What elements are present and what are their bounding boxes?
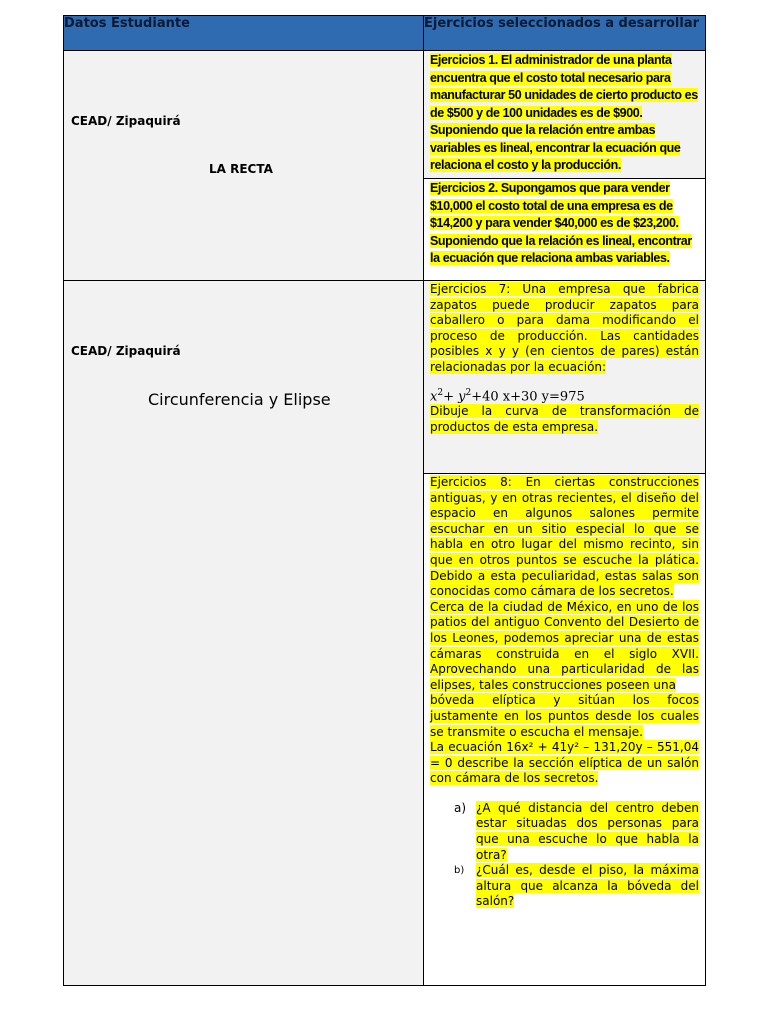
- question-text: ¿Cuál es, desde el piso, la máxima altura que alcanza la bóveda del salón?: [476, 863, 699, 909]
- exercise-7-equation: $x^2+ y^2+40$ x+30 y=975: [430, 387, 585, 404]
- topic-title: LA RECTA: [209, 162, 273, 176]
- list-item: [454, 801, 699, 863]
- exercise-cell-7: [424, 281, 706, 474]
- exercise-cell-1: [424, 51, 706, 179]
- exercise-cell-2: [424, 179, 706, 281]
- section-row-recta: [64, 51, 706, 179]
- list-marker: a): [454, 800, 467, 815]
- exercise-7-task: Dibuje la curva de transformación de productos de esta empresa.: [430, 404, 699, 435]
- list-item: [454, 863, 699, 910]
- exercise-2-text: Ejercicios 2. Supongamos que para vender $10,000 el costo total de una empresa es de $14,200 y para vender $40,000 es de $23,200. Suponiendo que la relación es lineal, encontrar la ecuación que relaciona ambas variables.: [430, 181, 692, 265]
- table-header-row: [64, 16, 706, 51]
- cead-label: CEAD/ Zipaquirá: [71, 114, 181, 128]
- exercise-table: [63, 15, 706, 986]
- header-student-data: Datos Estudiante: [64, 16, 424, 51]
- topic-title: Circunferencia y Elipse: [148, 390, 331, 409]
- question-text: ¿A qué distancia del centro deben estar situadas dos personas para que una escuche lo que habla la otra?: [476, 800, 699, 862]
- exercise-7-intro: Ejercicios 7: Una empresa que fabrica zapatos puede producir zapatos para caballero o para dama modificando el proceso de producción. Las cantidades posibles x y y (en cientos de pares) están relacionadas por la ecuación:: [430, 282, 699, 374]
- exercise-cell-8: [424, 474, 706, 986]
- cead-label: CEAD/ Zipaquirá: [71, 344, 181, 358]
- question-list: [430, 801, 699, 910]
- exercise-1-text: Ejercicios 1. El administrador de una planta encuentra que el costo total necesario para manufacturar 50 unidades de cierto producto es de $500 y de 100 unidades es de $900. Suponiendo que la relación entre ambas variables es lineal, encontrar la ecuación que relaciona el costo y la producción.: [430, 53, 698, 172]
- student-cell-circunferencia: [64, 281, 424, 986]
- student-cell-recta: [64, 51, 424, 281]
- exercise-8-paragraph-1: Ejercicios 8: En ciertas construcciones antiguas, y en otras recientes, el diseño del espacio en algunos salones permite escuchar en un sitio especial lo que se habla en otro lugar del mismo recinto, sin que en otros puntos se escuche la plática. Debido a esta peculiaridad, estas salas son conocidas como cámara de los secretos.: [430, 475, 699, 599]
- exercise-8-paragraph-2: Cerca de la ciudad de México, en uno de los patios del antiguo Convento del Desierto de los Leones, podemos apreciar una de estas cámaras construida en el siglo XVII. Aprovechando una particularidad de las elipses, tales construcciones poseen una: [430, 599, 699, 692]
- list-marker: b): [454, 865, 465, 877]
- section-row-circunferencia: [64, 281, 706, 474]
- header-selected-exercises: Ejercicios seleccionados a desarrollar: [424, 16, 706, 51]
- exercise-8-paragraph-3: bóveda elíptica y sitúan los focos justamente en los puntos desde los cuales se transmite o escucha el mensaje.: [430, 693, 699, 739]
- exercise-8-paragraph-4: La ecuación 16x² + 41y² – 131,20y – 551,04 = 0 describe la sección elíptica de un salón con cámara de los secretos.: [430, 740, 699, 786]
